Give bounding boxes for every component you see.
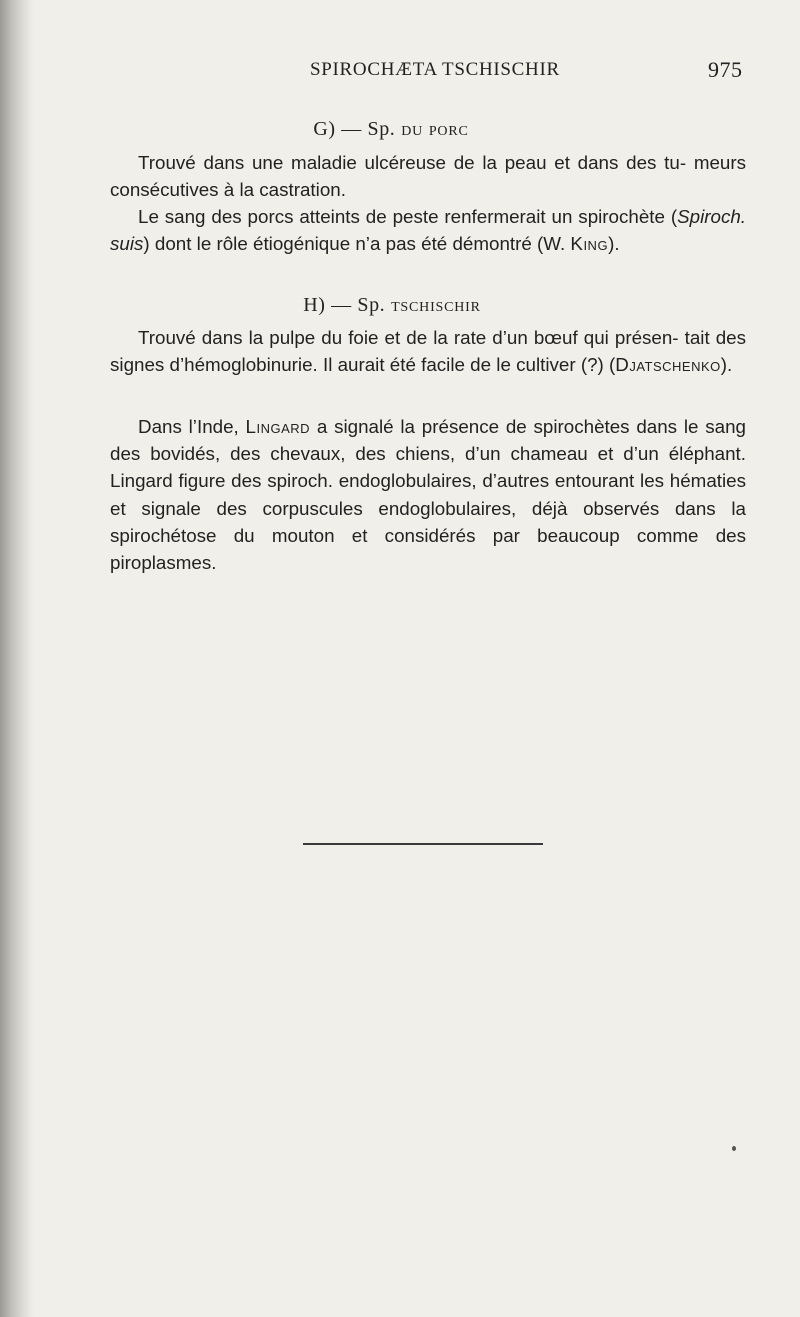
page-number: 975 [708, 57, 743, 82]
p2-end: ). [608, 233, 620, 255]
running-head: SPIROCHÆTA TSCHISCHIR [310, 59, 560, 80]
section-g-title-small: du porc [395, 118, 469, 140]
paragraph-h-1 [110, 324, 746, 378]
section-heading-g [0, 118, 791, 141]
p2-species-name: Spiroch. suis [110, 206, 746, 255]
paragraph-g-1: Trouvé dans une maladie ulcéreuse de la peau et dans des tu- meurs consécutives à la castration. [110, 152, 746, 201]
print-speck [732, 1146, 736, 1151]
p4-author: Lingard [245, 416, 311, 437]
paragraph-g-2 [110, 203, 746, 257]
section-h-title-small: tschischir [385, 294, 481, 316]
section-g-title-big: Sp. [367, 118, 396, 140]
p2-before: Le sang des porcs atteints de peste renfermerait un spirochète ( [138, 206, 678, 227]
paragraph-h-2 [110, 413, 746, 576]
p3-before: Trouvé dans la pulpe du foie et de la rate d’un bœuf qui présen- tait des signes d’hémoglobinurie. Il aurait été facile de le cultiver (?) ( [110, 327, 746, 376]
section-h-title-big: Sp. [357, 294, 386, 316]
p2-author: King [570, 233, 609, 255]
p4-before: Dans l’Inde, [138, 416, 246, 437]
section-g-label: G) — [313, 118, 368, 140]
section-heading-h [0, 294, 792, 317]
p3-end: ). [720, 354, 733, 376]
p4-after: a signalé la présence de spirochètes dans le sang des bovidés, des chevaux, des chiens, d’un chameau et d’un éléphant. Lingard figure des spiroch. endoglobulaires, d’autres entourant les hématies et signale des corpuscules endoglobulaires, déjà observés dans la spirochétose du mouton et considérés par beaucoup comme des piroplasmes. [110, 416, 746, 574]
p3-author: Djatschenko [615, 354, 721, 376]
p2-after: ) dont le rôle étiogénique n’a pas été démontré (W. [143, 233, 571, 255]
section-end-rule [303, 843, 543, 845]
section-h-label: H) — [303, 294, 358, 316]
